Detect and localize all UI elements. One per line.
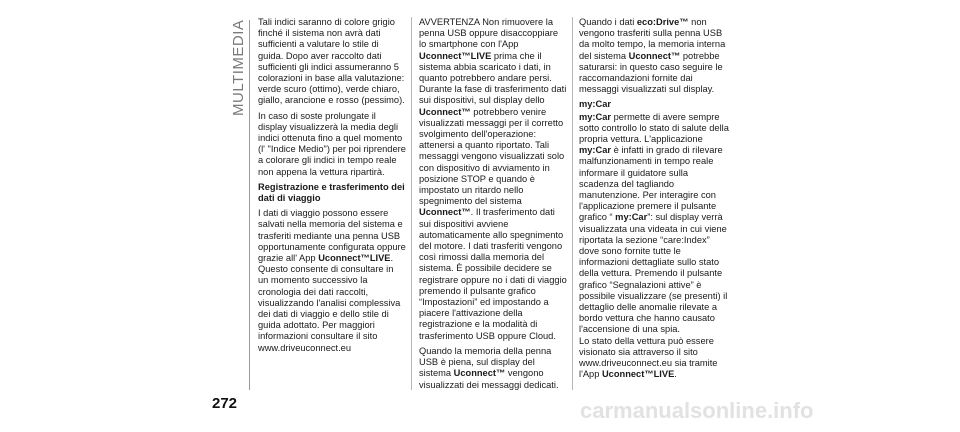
column-divider (572, 17, 573, 390)
paragraph: Lo stato della vettura può essere visionato sia attraverso il sito www.driveuconnect.eu sia tramite l'App Uconnect™LIVE. (579, 335, 718, 380)
section-label (226, 19, 247, 120)
paragraph: I dati di viaggio possono essere salvati nella memoria del sistema e trasferiti mediante una penna USB opportunamente configurata oppure grazie all' App Uconnect™LIVE. (258, 208, 406, 264)
paragraph: In caso di soste prolungate il display visualizzerà la media degli indici ottenuta fino a quel momento (l' "Indice Medio") per poi riprendere a colorare gli indici in tempo reale non appena la vettura ripartirà. (258, 110, 406, 177)
column-2 (419, 17, 567, 395)
section-heading: my:Car (579, 99, 612, 110)
paragraph: Questo consente di consultare in un momento successivo la cronologia dei dati raccolti, visualizzando l'analisi complessiva dei dati di viaggio e dello stile di guida adottato. Per maggiori informazioni consultare il sito www.driveuconnect.eu (258, 264, 401, 353)
column-3 (579, 17, 729, 385)
paragraph: Quando la memoria della penna USB è piena, sul display del sistema Uconnect™ vengono visualizzati dei messaggi dedicati. (419, 345, 559, 390)
paragraph: my:Car permette di avere sempre sotto controllo lo stato di salute della propria vettura. L'applicazione my:Car è infatti in grado di rilevare malfunzionamenti in tempo reale informare il guidatore sulla scadenza del tagliando manutenzione. Per interagire con l'applicazione premere il pulsante grafico “ my:Car”: sul display verrà visualizzata una videata in cui viene riportata la sezione “care:Index” dove sono fornite tutte le informazioni dettagliate sullo stato della vettura. Premendo il pulsante grafico “Segnalazioni attive” è possibile visualizzare (se presenti) il dettaglio delle anomalie rilevate a bordo vettura che hanno causato l'accensione di una spia. (579, 111, 729, 335)
section-heading: Registrazione e trasferimento dei dati di viaggio (258, 181, 405, 204)
paragraph: Quando i dati eco:Drive™ non vengono trasferiti sulla penna USB da molto tempo, la memoria interna del sistema Uconnect™ potrebbe saturarsi: in questo caso seguire le raccomandazioni fornite dai messaggi visualizzati sul display. (579, 17, 726, 95)
paragraph: Tali indici saranno di colore grigio finché il sistema non avrà dati sufficienti a valutare lo stile di guida. Dopo aver raccolto dati sufficienti gli indici assumeranno 5 colorazioni in base alla valutazione: verde scuro (ottimo), verde chiaro, giallo, arancione e rosso (pessimo). (258, 17, 405, 106)
column-divider (411, 17, 412, 390)
page-number: 272 (212, 395, 238, 412)
section-label-text: MULTIMEDIA (230, 19, 247, 116)
column-1 (258, 17, 406, 358)
paragraph: AVVERTENZA Non rimuovere la penna USB oppure disaccoppiare lo smartphone con l'App Uconnect™LIVE prima che il sistema abbia scaricato i dati, in quanto potrebbero andare persi. Durante la fase di trasferimento dati sui dispositivi, sul display dello Uconnect™ potrebbero venire visualizzati messaggi per il corretto svolgimento dell'operazione: attenersi a quanto riportato. Tali messaggi vengono visualizzati solo con dispositivo di avviamento in posizione STOP e quando è impostato un ritardo nello spegnimento del sistema Uconnect™. Il trasferimento dati sui dispositivi avviene automaticamente allo spegnimento del motore. I dati trasferiti vengono così rimossi dalla memoria del sistema. È possibile decidere se registrare oppure no i dati di viaggio premendo il pulsante grafico “Impostazioni” ed impostando a piacere l'attivazione della registrazione e la modalità di trasferimento USB oppure Cloud. (419, 17, 567, 341)
watermark: carmanualsonline.info (580, 398, 814, 423)
section-divider (249, 20, 250, 390)
